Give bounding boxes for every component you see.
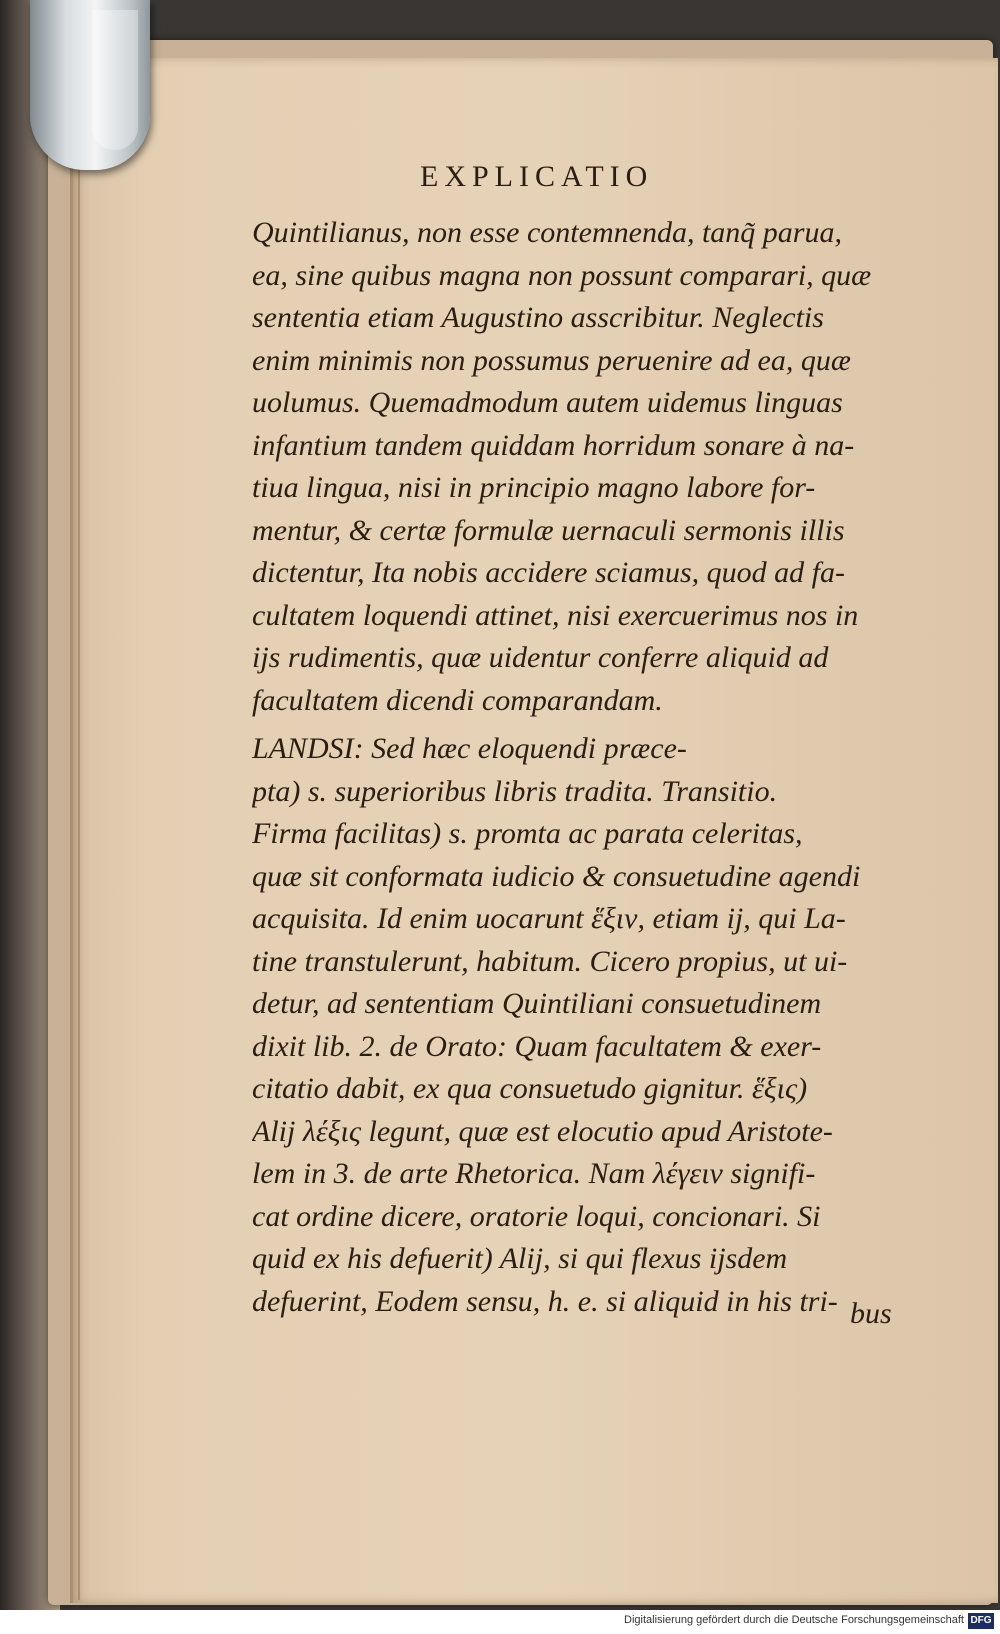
text-line: Firma facilitas) s. promta ac parata celeritas, bbox=[252, 817, 803, 850]
text-line: enim minimis non possumus peruenire ad ea, quæ bbox=[252, 343, 851, 377]
running-header: EXPLICATIO bbox=[420, 160, 654, 193]
text-line: tine transtulerunt, habitum. Cicero propius, ut ui- bbox=[252, 944, 848, 978]
paragraph-1 bbox=[252, 212, 902, 722]
text-line: acquisita. Id enim uocarunt ἕξιν, etiam ij, qui La- bbox=[252, 902, 846, 935]
text-line: facultatem dicendi comparandam. bbox=[252, 683, 663, 717]
text-line: infantium tandem quiddam horridum sonare à na- bbox=[252, 428, 855, 462]
text-line: pta) s. superioribus libris tradita. Transitio. bbox=[252, 774, 778, 808]
dfg-logo: DFG bbox=[968, 1613, 994, 1629]
text-line: sententia etiam Augustino asscribitur. Neglectis bbox=[252, 301, 824, 334]
text-line: dictentur, Ita nobis accidere sciamus, quod ad fa- bbox=[252, 556, 845, 589]
text-line: cat ordine dicere, oratorie loqui, concionari. Si bbox=[252, 1199, 821, 1233]
text-line: uolumus. Quemadmodum autem uidemus linguas bbox=[252, 386, 843, 419]
gutter-line bbox=[78, 70, 80, 1600]
text-line: Quintilianus, non esse contemnenda, tanq̃ parua, bbox=[252, 216, 842, 249]
text-line: defuerint, Eodem sensu, h. e. si aliquid in his tri- bbox=[252, 1284, 838, 1318]
text-line: detur, ad sententiam Quintiliani consuetudinem bbox=[252, 987, 822, 1020]
text-line: LANDSI: Sed hæc eloquendi præce- bbox=[252, 732, 687, 765]
text-line: lem in 3. de arte Rhetorica. Nam λέγειν signifi- bbox=[252, 1157, 816, 1190]
text-line: Alij λέξις legunt, quæ est elocutio apud Aristote- bbox=[252, 1114, 833, 1148]
text-line: mentur, & certæ formulæ uernaculi sermonis illis bbox=[252, 513, 845, 547]
text-line: quid ex his defuerit) Alij, si qui flexus ijsdem bbox=[252, 1242, 788, 1275]
text-line: citatio dabit, ex qua consuetudo gignitur. ἕξις) bbox=[252, 1072, 808, 1105]
clip-highlight bbox=[92, 10, 138, 150]
text-line: ijs rudimentis, quæ uidentur conferre aliquid ad bbox=[252, 641, 829, 674]
paragraph-2 bbox=[252, 728, 902, 1323]
text-line: cultatem loquendi attinet, nisi exercuerimus nos in bbox=[252, 598, 859, 632]
catchword: bus bbox=[850, 1297, 892, 1330]
metal-clip bbox=[30, 0, 150, 170]
text-line: quæ sit conformata iudicio & consuetudine agendi bbox=[252, 859, 861, 893]
text-line: tiua lingua, nisi in principio magno labore for- bbox=[252, 471, 816, 504]
footer-bar bbox=[0, 1610, 1000, 1634]
text-line: ea, sine quibus magna non possunt comparari, quæ bbox=[252, 258, 872, 292]
text-line: dixit lib. 2. de Orato: Quam facultatem & exer- bbox=[252, 1029, 822, 1063]
funding-credit: Digitalisierung gefördert durch die Deutsche Forschungsgemeinschaft bbox=[624, 1614, 964, 1626]
